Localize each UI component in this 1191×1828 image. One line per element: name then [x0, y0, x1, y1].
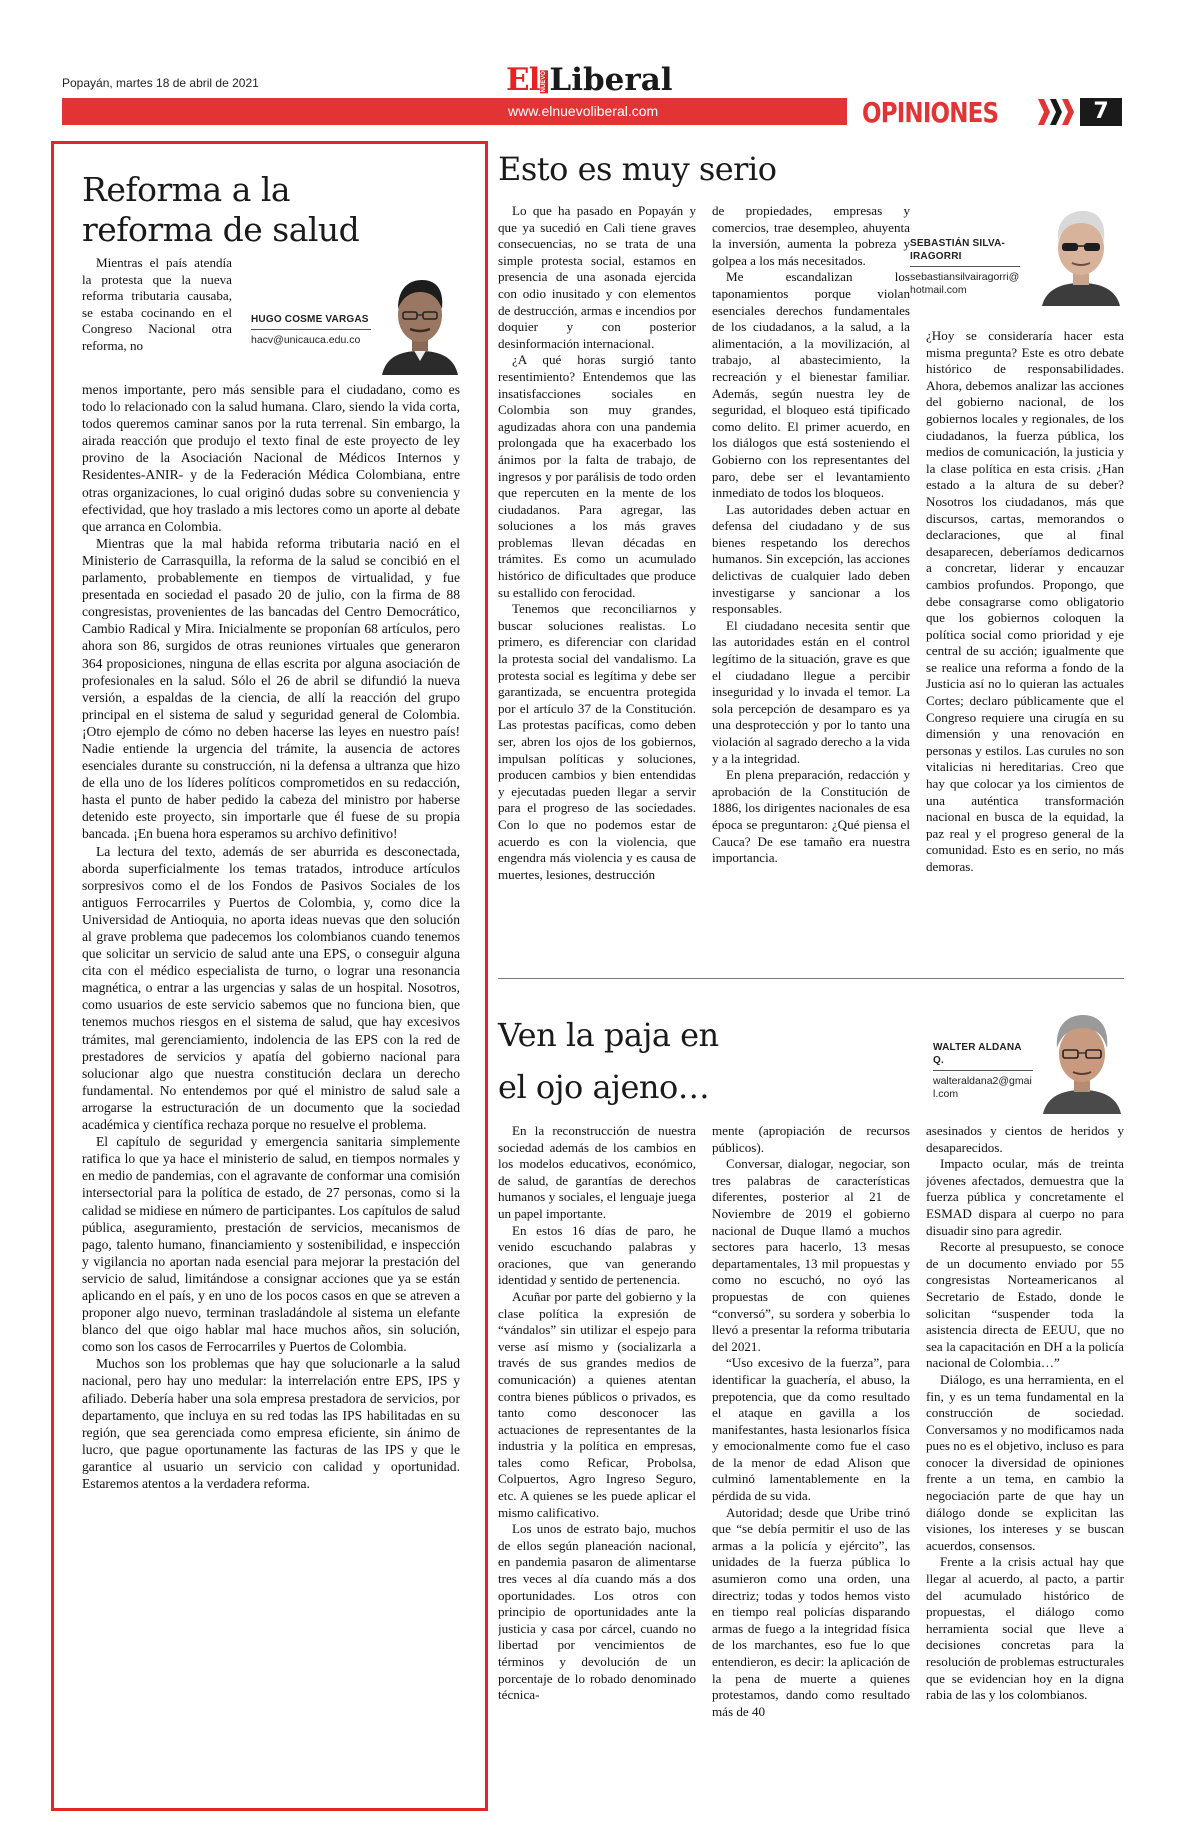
author-name: HUGO COSME VARGAS	[251, 313, 371, 330]
paragraph: menos importante, pero más sensible para el ciudadano, como es todo lo relacionado con la salud humana. Claro, siendo la vida corta, todos queremos caminar sanos por la ruta terrenal. Sin embargo, la airada reacción que produjo el texto final de este proyecto de ley provino de la Asociación Nacional de Médicos Internos y Residentes-ANIR- y de la Federación Médica Colombiana, entre otras organizaciones, lo cual originó dudas sobre su conveniencia y efectividad, que hoy traslado a mis lectores como un aporte al debate que arranca en Colombia.	[82, 382, 460, 534]
paragraph: Lo que ha pasado en Popayán y que ya sucedió en Cali tiene graves consecuencias, no se trata de una simple protesta social, estamos en presencia de una asonada ejercida con odio inusitado y con elementos de destrucción, armas e incendios por doquier y con posterior desinformación internacional.	[498, 203, 696, 351]
article2-byline	[910, 237, 1020, 297]
header-red-bar	[62, 98, 847, 125]
author-portrait	[1038, 201, 1124, 306]
portrait-illustration	[378, 271, 462, 375]
article1-byline	[251, 313, 371, 347]
paragraph: ¿A qué horas surgió tanto resentimiento? Entendemos que las insatisfacciones sociales en Colombia son muy grandes, agudizadas ahora con una pandemia prolongada que ha exacerbado los ánimos por la falta de trabajo, de ingresos y por parálisis de todo orden que repercuten en la mente de los ciudadanos. Para agregar, las soluciones a los más graves problemas llevan décadas en trámites. Es como un acumulado histórico de dificultades que produce su estallido con ferocidad.	[498, 352, 696, 600]
author-name: SEBASTIÁN SILVA-IRAGORRI	[910, 237, 1020, 267]
article2-col1	[498, 203, 696, 960]
paragraph: Conversar, dialogar, negociar, son tres palabras de características diferentes, posterior al 21 de Noviembre de 2019 el gobierno nacional de Duque llamó a muchos sectores para hacerlo, 13 mesas departamentales, 13 mil propuestas y como no escuchó, no oyó las propuestas de con quienes “conversó”, su sordera y soberbia lo llevó a presentar la reforma tributaria del 2021.	[712, 1156, 910, 1354]
paragraph: mente (apropiación de recursos públicos).	[712, 1123, 910, 1155]
paragraph: Diálogo, es una herramienta, en el fin, y es un tema fundamental en la construcción de sociedad. Conversamos y no modificamos nada pues no es el objetivo, incluso es para conocer la diversidad de opiniones frente a un tema, en cambio la negociación parte de que hay un diálogo donde se explicitan las visiones, los intereses y se buscan acuerdos, consensos.	[926, 1371, 1124, 1553]
paragraph: de propiedades, empresas y comercios, trae desempleo, ahuyenta la inversión, aumenta la pobreza y golpea a los más necesitados.	[712, 203, 910, 268]
paragraph: Mientras que la mal habida reforma tributaria nació en el Ministerio de Carrasquilla, la reforma de la salud se concibió en el parlamento, probablemente en tiempos de virtualidad, y fue presentada en sociedad el pasado 20 de julio, con la firma de 88 congresistas, provenientes de las bancadas del Centro Democrático, Cambio Radical y Mira. Inicialmente se proponían 68 artículos, pero ahora son 86, surgidos de otras reuniones virtuales que generaron 364 proposiciones, ninguna de ellas escrita por alguna asociación de profesionales en la salud. Sólo el 26 de abril se difundió la nueva versión, a espaldas de la ciencia, de allí la reacción del grupo principal en el sistema de salud y seguridad general de Colombia. ¡Otro ejemplo de cómo no deben hacerse las leyes en nuestro país! Nadie entiende la urgencia del trámite, la ausencia de actores esenciales durante su construcción, ni la defensa a ultranza que hizo de ella uno de los líderes políticos comprometidos en su redacción, hasta el punto de haber pedido la cabeza del ministro por haberse detenido este proyecto, sin importarle que él fuese de su propia bancada. ¡En buena hora esperamos su archivo definitivo!	[82, 535, 460, 842]
portrait-illustration	[1039, 1006, 1125, 1114]
paragraph: Acuñar por parte del gobierno y la clase política la expresión de “vándalos” sin utilizar el espejo para verse así mismo y (socializarla a través de sus grandes medios de comunicación) a quienes atentan contra bienes públicos o privados, es tanto como desconocer las actuaciones de representantes de la industria y la política en empresas, tales como Reficar, Probolsa, Colpuertos, Agro Ingreso Seguro, etc. A quienes se les puede aplicar el mismo calificativo.	[498, 1288, 696, 1520]
paragraph: El ciudadano necesita sentir que las autoridades están en el control legítimo de la situación, grave es que el ciudadano llegue a percibir inseguridad y lo invada el temor. La sola percepción de desamparo es ya una desprotección y por lo tanto una violación al sagrado derecho a la vida y a la integridad.	[712, 617, 910, 766]
author-email[interactable]: hacv@unicauca.edu.co	[251, 334, 361, 346]
portrait-illustration	[1038, 201, 1124, 306]
paragraph: Tenemos que reconciliarnos y buscar soluciones realistas. Lo primero, es diferenciar con claridad la protesta social del vandalismo. La protesta social es legítima y debe ser garantizada, se encuentra protegida por el artículo 37 de la Constitución. Las protestas pacíficas, como deben ser, abren los ojos de los gobiernos, impulsan políticas y soluciones, producen cambios y bien entendidas y ejecutadas pueden llegar a servir para el progreso de las sociedades. Con lo que no podemos estar de acuerdo es con la violencia, que engendra más violencia y es causa de muertes, lesiones, destrucción	[498, 601, 696, 882]
author-email[interactable]: walteraldana2@gmail.com	[933, 1075, 1032, 1100]
logo-liberal: Liberal	[549, 62, 673, 98]
article3-byline	[933, 1041, 1033, 1101]
paragraph: Los unos de estrato bajo, muchos de ellos según planeación nacional, en pandemia pasaron de alimentarse tres veces al día cuando más a dos oportunidades. Los otros con principio de oportunidades ante la justicia y casa por cárcel, cuando no libertad por vencimientos de términos y devolución de un porcentaje de lo robado denominado técnica-	[498, 1521, 696, 1703]
author-name: WALTER ALDANA Q.	[933, 1041, 1033, 1071]
paragraph: En plena preparación, redacción y aprobación de la Constitución de 1886, los dirigentes nacionales de esa época se preguntaron: ¿Qué piensa el Cauca? De ese tamaño era nuestra importancia.	[712, 767, 910, 866]
article3-col3	[926, 1123, 1124, 1803]
issue-date: Popayán, martes 18 de abril de 2021	[62, 76, 259, 90]
article3-title	[498, 1009, 719, 1113]
article3-col2	[712, 1123, 910, 1803]
article2-col3	[926, 328, 1124, 960]
paragraph: En estos 16 días de paro, he venido escuchando palabras y oraciones, que van generando identidad y sentido de pertenencia.	[498, 1222, 696, 1288]
article3-col1	[498, 1123, 696, 1803]
article3-title-line2: el ojo ajeno…	[498, 1068, 710, 1106]
chevron-right-icon	[1050, 99, 1062, 125]
paragraph: Impacto ocular, más de treinta jóvenes afectados, demuestra que la fuerza pública y concretamente el ESMAD dispara al cuerpo no para disuadir sino para agredir.	[926, 1156, 1124, 1238]
author-email[interactable]: sebastiansilvairagorri@hotmail.com	[910, 271, 1020, 296]
paragraph: Frente a la crisis actual hay que llegar al acuerdo, al pacto, a partir del acumulado histórico de propuestas, el diálogo como herramienta social que lleve a decisiones concretas para la resolución de problemas estructurales que se evidencian hoy en la digna rabia de las y los colombianos.	[926, 1554, 1124, 1703]
paragraph: Mientras el país atendía la protesta que la nueva reforma tributaria causaba, se estaba cocinando en el Congreso Nacional otra reforma, no	[82, 255, 232, 353]
paragraph: Muchos son los problemas que hay que solucionarle a la salud nacional, pero hay uno medular: la interrelación entre EPS, IPS y afiliado. Debería haber una sola empresa prestadora de servicios, por departamento, que incluya en su red todas las IPS habilitadas en su región, que sea gerenciada como empresa eficiente, sin ánimo de lucro, que pague oportunamente las facturas de las IPS y que le garantice al usuario un servicio con calidad y oportunidad. Estaremos atentos a la verdadera reforma.	[82, 1356, 460, 1491]
page-number: 7	[1080, 98, 1122, 126]
article1-title	[82, 170, 359, 250]
article1-title-line2: reforma de salud	[82, 210, 360, 249]
chevron-right-icon	[1062, 99, 1074, 125]
author-portrait	[378, 271, 462, 375]
newspaper-logo[interactable]	[506, 60, 673, 96]
logo-nuevo: NUEVO	[541, 70, 548, 92]
paragraph: Las autoridades deben actuar en defensa del ciudadano y de sus bienes respetando los derechos humanos. Sin excepción, las acciones delictivas de cualquier lado deben investigarse y sancionar a los responsables.	[712, 501, 910, 617]
paragraph: Recorte al presupuesto, se conoce de un documento enviado por 55 congresistas Norteamericanos al Secretario de Estado, donde le solicitan “suspender toda la asistencia directa de EEUU, que no sea la capacitación en DH a la policía nacional de Colombia…”	[926, 1239, 1124, 1371]
logo-el: El	[506, 62, 540, 98]
chevron-right-icon	[1038, 99, 1050, 125]
author-portrait	[1039, 1006, 1125, 1114]
paragraph: “Uso excesivo de la fuerza”, para identificar la guachería, el abuso, la prepotencia, que da como resultado el ataque en gavilla a los manifestantes, hasta lesionarlos física y emocionalmente como fue el caso de la menor de edad Alison que culminó lamentablemente en la pérdida de su vida.	[712, 1355, 910, 1504]
article2-title: Esto es muy serio	[498, 150, 777, 188]
article2-col2	[712, 203, 910, 960]
paragraph: ¿Hoy se consideraría hacer esta misma pregunta? Este es otro debate histórico de responsabilidades. Ahora, debemos analizar las acciones del gobierno nacional, de los gobiernos locales y regionales, de los ciudadanos, la fuerza pública, los medios de comunicación, la justicia y la clase política en esta crisis. ¿Han estado a la altura de su deber? Nosotros los ciudadanos, más que discursos, cartas, memorandos o declaraciones, que al final desaparecen, deberíamos dedicarnos a concretar, liderar y encauzar cambios profundos. Propongo, que debe consagrarse como obligatorio que los gobiernos coloquen la política social como prioridad y eje central de su acción; igualmente que se realice una reforma a fondo de la Justicia así no lo quieran las actuales Cortes; declaro públicamente que el Congreso requiere una cirugía en su dimensión y una renovación en personas y estilos. Las curules no son vitalicias ni hereditarias. Creo que hay que colocar ya los cimientos de una auténtica transformación nacional en busca de la equidad, la paz real y el progreso general de la comunidad. Esto es en serio, no más demoras.	[926, 328, 1124, 874]
paragraph: asesinados y cientos de heridos y desaparecidos.	[926, 1123, 1124, 1155]
article1-intro	[82, 255, 232, 380]
article1-body	[82, 381, 460, 1793]
article-divider	[498, 978, 1124, 979]
paragraph: Autoridad; desde que Uribe trinó que “se debía permitir el uso de las armas a la policía y ejército”, las unidades de la fuerza pública lo asumieron como una orden, una directriz; todas y todos hemos visto en tiempo real policías disparando armas de fuego a la integridad física de los marchantes, eso fue lo que entendieron, es decir: la aplicación de la pena de muerte a quienes protestamos, dando como resultado más de 40	[712, 1504, 910, 1719]
paragraph: La lectura del texto, además de ser aburrida es desconectada, aborda superficialmente los temas tratados, introduce artículos sorpresivos como el de los Fondos de Pasivos Sociales de los antiguos Ferrocarriles y Puertos de Colombia, y, como dice la Universidad de Antioquia, no aporta ideas nuevas que den solución al grave problema que padecemos los colombianos cuando tenemos que solicitar un servicio de salud ante una EPS, o conseguir alguna cita con el médico especialista de turno, o lograr una resonancia magnética, o entrar a las urgencias y salas de un hospital. Nosotros, como usuarios de este servicio sabemos que no funciona bien, que tenemos muchos riesgos en el sistema de salud, que hay excesivos trámites, mal gerenciamiento, indolencia de las EPS con la red de prestadores de servicios y apatía del gobierno nacional para solucionar algo que nuestra constitución declara un derecho fundamental. No entendemos por qué el ministro de salud sale a arrogarse la estructuración de un documento que la sociedad académica y científica rechaza porque no resuelve el problema.	[82, 843, 460, 1133]
paragraph: El capítulo de seguridad y emergencia sanitaria simplemente ratifica lo que ya hace el ministerio de salud, en tiempos normales y en medio de pandemias, con el agravante de conformar una comisión intersectorial para la política de estado, de 27 personas, como si la calidad se midiese en número de participantes. Los capítulos de salud pública, aseguramiento, prestación de servicios, mecanismos de pago, talento humano, financiamiento y sostenibilidad, e inspección y vigilancia no aportan nada esencial para mejorar la prestación del servicio de salud, limitándose a consignar acciones que ya se están aplicando en el país, y en uno de los pocos casos en que se atreven a proponer algo nuevo, terminan trasladándole al sistema un elefante blanco del que oigo hablar mal hace muchos años, sin solución, como son los casos de Ferrocarriles y Puertos de Colombia.	[82, 1134, 460, 1355]
article1-title-line1: Reforma a la	[82, 170, 291, 209]
website-url[interactable]: www.elnuevoliberal.com	[508, 103, 659, 119]
paragraph: En la reconstrucción de nuestra sociedad además de los cambios en los modelos educativos, económico, de salud, de garantías de derechos humanos y sociales, el lenguaje juega un papel importante.	[498, 1123, 696, 1221]
section-title: OPINIONES	[862, 96, 999, 129]
article3-title-line1: Ven la paja en	[498, 1016, 719, 1054]
paragraph: Me escandalizan los taponamientos porque violan esenciales derechos fundamentales de los ciudadanos, a la salud, a la alimentación, a la movilización, al trabajo, al abastecimiento, la recreación y el bienestar familiar. Además, según nuestra ley de seguridad, el bloqueo está tipificado como delito. El primer acuerdo, en los diálogos que está sosteniendo el Gobierno con los representantes del paro, debe ser el levantamiento inmediato de todos los bloqueos.	[712, 269, 910, 501]
